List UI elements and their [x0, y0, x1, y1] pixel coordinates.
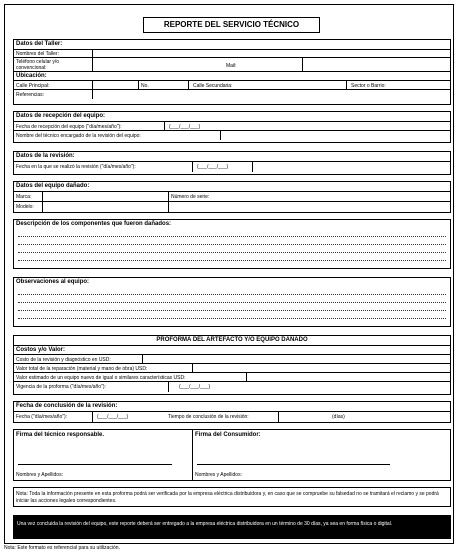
vigencia-blank: (___/___/___): [179, 384, 211, 390]
row-telefono: [14, 57, 450, 72]
input-tecnico-encargado[interactable]: [220, 131, 450, 140]
label-costo-revision: Costo de la revisión y diagnóstico en USD:: [16, 357, 111, 363]
firma-tecnico-line: [18, 464, 172, 465]
label-nombre-taller: Nombres del Taller:: [16, 51, 59, 57]
writing-line: [18, 302, 446, 303]
fecha-recepcion-blank: (___/___/___): [169, 124, 201, 130]
firma-consumidor-box[interactable]: [192, 430, 450, 480]
firma-consumidor-line: [197, 464, 390, 465]
section-observaciones[interactable]: [13, 277, 451, 327]
label-calle-secundaria: Calle Secundaria:: [193, 83, 233, 89]
revision-header: Datos de la revisión:: [16, 153, 75, 159]
label-sector: Sector o Barrio:: [351, 83, 386, 89]
input-fecha-conclusion[interactable]: [92, 412, 147, 422]
input-mail[interactable]: [302, 58, 450, 72]
writing-line: [18, 244, 446, 245]
label-valor-total: Valor total de la reparación (material y mano de obra) USD:: [16, 366, 148, 372]
nombres-tecnico-label: Nombres y Apellidos:: [16, 472, 63, 478]
observaciones-header: Observaciones al equipo:: [16, 279, 90, 285]
form-sheet: [4, 4, 454, 544]
label-fecha-recepcion: Fecha de recepción del equipo ("día/mes/año"):: [16, 124, 122, 130]
section-proforma: [13, 335, 451, 395]
input-modelo[interactable]: [42, 202, 169, 212]
section-taller: [13, 39, 451, 105]
input-vigencia[interactable]: [168, 382, 253, 392]
section-nota: [13, 487, 451, 507]
label-tecnico-encargado: Nombre del técnico encargado de la revisión del equipo:: [16, 133, 141, 139]
label-valor-estimado: Valor estimado de un equipo nuevo de igual o similares características USD:: [16, 375, 186, 381]
label-mail: Mail:: [226, 63, 237, 69]
conclusion-header: Fecha de conclusión de la revisión:: [16, 403, 118, 409]
label-marca: Marca:: [16, 194, 32, 200]
section-conclusion: [13, 401, 451, 423]
writing-line: [18, 236, 446, 237]
firma-tecnico-box[interactable]: [14, 430, 192, 480]
label-vigencia: Vigencia de la proforma ("día/mes/año"):: [16, 384, 106, 390]
row-modelo: [14, 201, 450, 212]
fecha-revision-blank: (___/___/___): [197, 164, 229, 170]
section-equipo: [13, 181, 451, 213]
proforma-header: PROFORMA DEL ARTEFACTO Y/O EQUIPO DAÑADO: [156, 337, 308, 343]
modelo-empty-cell: [168, 202, 450, 212]
label-fecha-conclusion: Fecha ("día/mes/año"):: [16, 414, 68, 420]
row-fecha-revision: [14, 161, 450, 172]
writing-line: [18, 252, 446, 253]
writing-line: [18, 310, 446, 311]
input-referencias[interactable]: [92, 90, 450, 99]
ubicacion-header: Ubicación:: [16, 73, 47, 79]
taller-header: Datos del Taller:: [16, 41, 63, 47]
equipo-header: Datos del equipo dañado:: [16, 183, 90, 189]
row-fecha-conclusion: [14, 411, 450, 422]
componentes-header: Descripción de los componentes que fueron dañados:: [16, 221, 172, 227]
section-componentes[interactable]: [13, 219, 451, 269]
section-firmas: [13, 429, 451, 481]
aviso-text: Una vez concluida la revisión del equipo, este reporte deberá ser entregado a la empresa eléctrica distribuidora en un término de 30 días, ya sea en forma física o digital.: [17, 521, 393, 527]
form-title: REPORTE DEL SERVICIO TÉCNICO: [143, 17, 320, 33]
writing-line: [18, 260, 446, 261]
nota-text: Nota: Toda la información presente en esta proforma podrá ser verificada por la empresa eléctrica distribuidora y, en caso que se compruebe su falsedad no se tramitará el reclamo y se podrá iniciar las acciones legales correspondientes.: [16, 491, 439, 504]
label-serie: Número de serie:: [171, 194, 210, 200]
input-fecha-revision[interactable]: [192, 162, 253, 172]
label-referencias: Referencias:: [16, 92, 45, 98]
revision-empty-cell: [252, 162, 450, 172]
firma-consumidor-label: Firma del Consumidor:: [195, 432, 261, 438]
row-referencias: [14, 89, 450, 99]
nombres-consumidor-label: Nombres y Apellidos:: [195, 472, 242, 478]
label-dias: (días): [332, 414, 345, 420]
footer-note: Nota: Este formato es referencial para su utilización.: [4, 545, 120, 551]
fecha-conclusion-blank: (___/___/___): [97, 414, 129, 420]
label-modelo: Modelo:: [16, 204, 34, 210]
label-telefono: Teléfono celular y/o convencional:: [16, 59, 60, 71]
writing-line: [18, 294, 446, 295]
input-telefono[interactable]: [92, 58, 193, 72]
row-tecnico-encargado: [14, 130, 450, 140]
label-calle-principal: Calle Principal:: [16, 83, 50, 89]
firma-tecnico-label: Firma del técnico responsable.: [16, 432, 105, 438]
label-tiempo-conclusion: Tiempo de conclusión de la revisión:: [168, 414, 249, 420]
recepcion-header: Datos de recepción del equipo:: [16, 113, 106, 119]
label-no: No.: [141, 83, 149, 89]
aviso-box: [13, 515, 451, 539]
input-tiempo-conclusion[interactable]: [278, 412, 327, 422]
section-revision: [13, 151, 451, 175]
costos-header: Costos y/o Valor:: [16, 347, 66, 353]
writing-line: [18, 318, 446, 319]
row-vigencia: [14, 381, 450, 392]
section-recepcion: [13, 111, 451, 143]
label-fecha-revision: Fecha en la que se realizó la revisión ("día/mes/año"):: [16, 164, 136, 170]
